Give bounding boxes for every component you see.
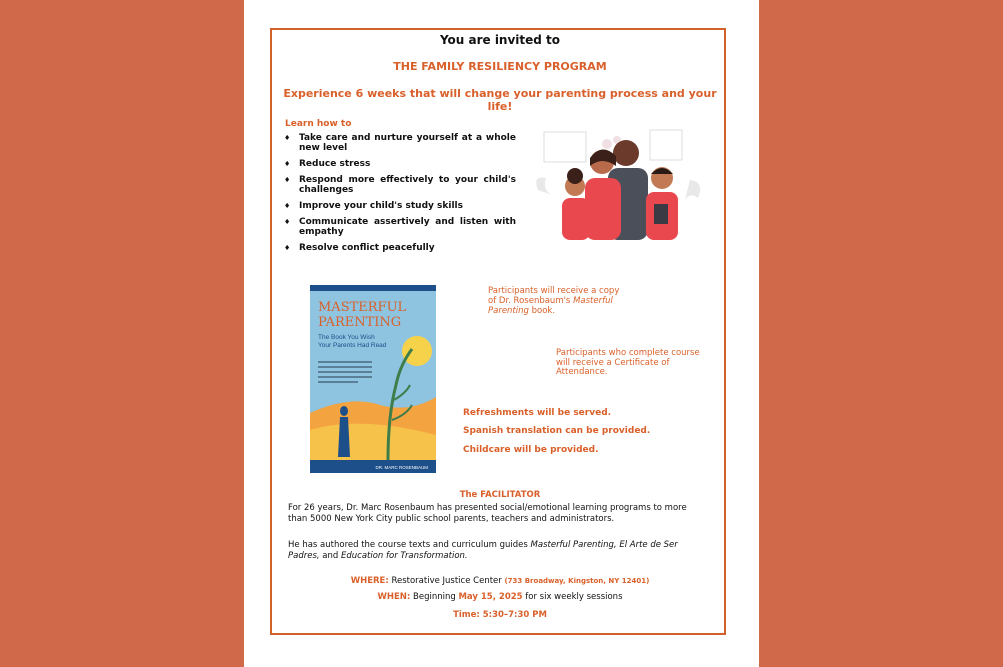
book-subtitle-line1: The Book You Wish (318, 334, 375, 341)
invited-line: You are invited to (439, 33, 561, 47)
book-title-line1: MASTERFUL (318, 300, 407, 315)
diamond-bullet-icon: ♦ (284, 134, 291, 142)
when-line: WHEN: Beginning May 15, 2025 for six weekly sessions (377, 592, 623, 602)
learn-list (284, 133, 516, 259)
family-illustration (530, 120, 705, 245)
list-item: ♦ Respond more effectively to your child's challenges (284, 175, 516, 195)
time-line: Time: 5:30–7:30 PM (453, 610, 547, 620)
book-subtitle-line2: Your Parents Had Read (318, 342, 387, 349)
spanish-note: Spanish translation can be provided. (463, 426, 651, 436)
list-item: ♦ Reduce stress (284, 159, 371, 169)
facilitator-works: He has authored the course texts and curriculum guides Masterful Parenting, El Arte de Ser Padres, and Education for Transformation. (288, 540, 678, 561)
book-title-line2: PARENTING (318, 315, 402, 330)
diamond-bullet-icon: ♦ (284, 202, 291, 210)
where-line: WHERE: Restorative Justice Center (733 Broadway, Kingston, NY 12401) (350, 576, 650, 586)
list-item: ♦ Resolve conflict peacefully (284, 243, 435, 253)
book-copy-note: Participants will receive a copy of Dr. Rosenbaum's Masterful Parenting book. (488, 286, 620, 316)
refreshments-note: Refreshments will be served. (463, 408, 612, 418)
diamond-bullet-icon: ♦ (284, 160, 291, 168)
facilitator-heading: The FACILITATOR (459, 490, 541, 500)
facilitator-bio: For 26 years, Dr. Marc Rosenbaum has presented social/emotional learning programs to more than 5000 New York City public school parents, teachers and administrators. (288, 503, 687, 524)
book-cover (310, 285, 436, 473)
book-author: DR. MARC ROSENBAUM (375, 465, 428, 470)
diamond-bullet-icon: ♦ (284, 176, 291, 184)
tagline: Experience 6 weeks that will change your parenting process and your life! (283, 87, 717, 113)
diamond-bullet-icon: ♦ (284, 244, 291, 252)
childcare-note: Childcare will be provided. (463, 445, 599, 455)
program-title: THE FAMILY RESILIENCY PROGRAM (393, 60, 607, 73)
list-item: ♦ Communicate assertively and listen with empathy (284, 217, 516, 237)
learn-heading: Learn how to (285, 119, 352, 129)
diamond-bullet-icon: ♦ (284, 218, 291, 226)
certificate-note: Participants who complete course will receive a Certificate of Attendance. (556, 348, 700, 377)
list-item: ♦ Take care and nurture yourself at a whole new level (284, 133, 516, 153)
list-item: ♦ Improve your child's study skills (284, 201, 463, 211)
